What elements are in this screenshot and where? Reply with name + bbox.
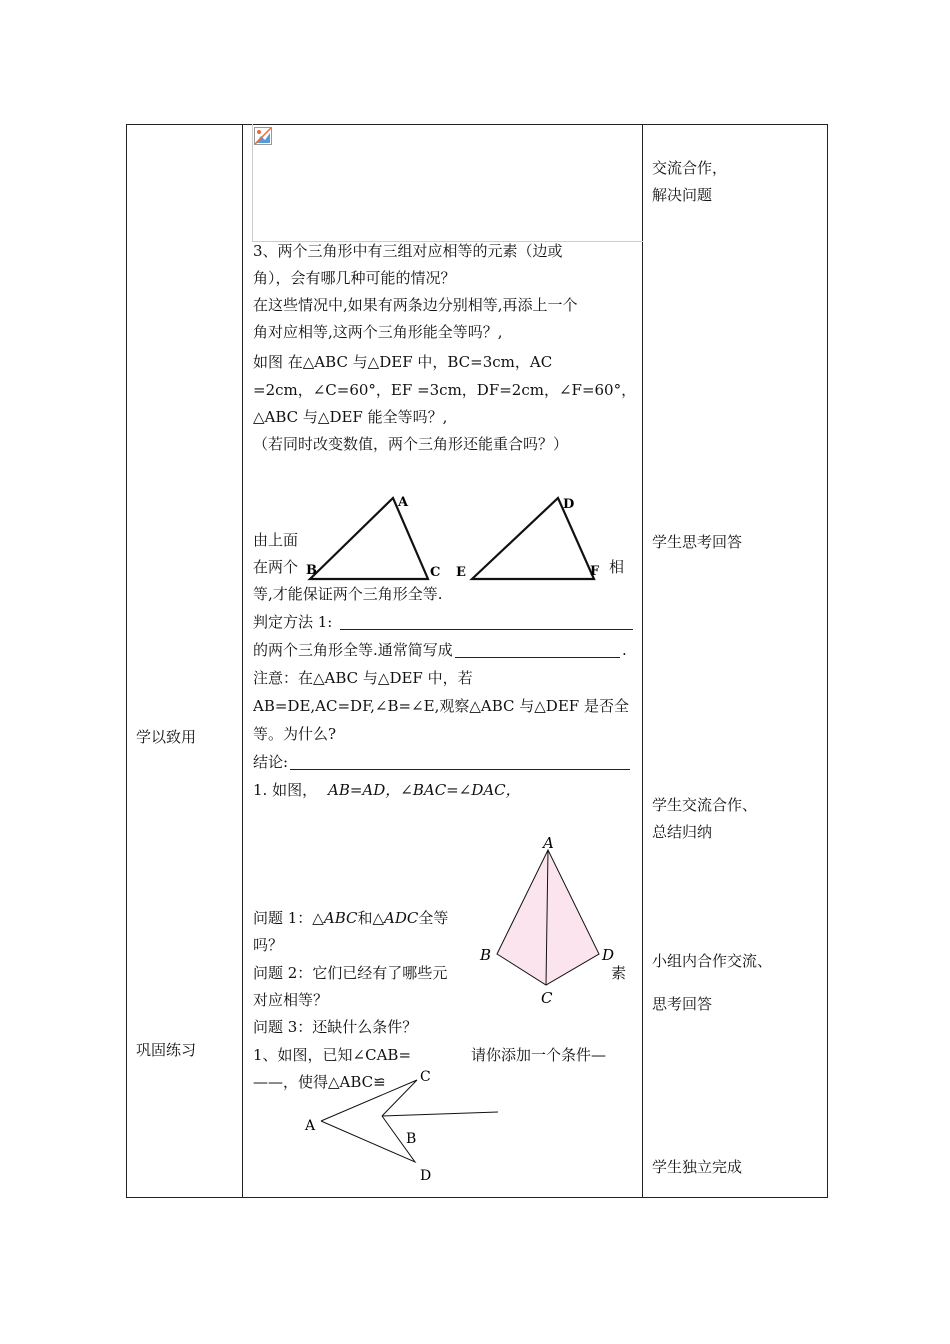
text-fragment-2-end: 相	[609, 558, 625, 576]
kite-label-c: C	[541, 989, 553, 1007]
angle-label-b: B	[406, 1131, 417, 1147]
method-blank	[340, 629, 633, 630]
question-3: 问题 3：还缺什么条件？	[253, 1018, 418, 1036]
q3-line-1: 3、两个三角形中有三组对应相等的元素（边或	[253, 242, 563, 260]
activity-note-3b: 总结归纳	[652, 823, 713, 841]
column-divider-1	[242, 124, 243, 1198]
kite-label-b: B	[480, 946, 492, 964]
vertex-c-label: C	[430, 565, 441, 580]
vertex-f-label: F	[590, 564, 600, 579]
question-1	[253, 908, 448, 928]
exercise-2-line-1-end: 请你添加一个条件—	[471, 1046, 607, 1064]
vertex-d-label: D	[563, 497, 575, 512]
activity-note-1b: 解决问题	[652, 186, 713, 204]
note-line-2: AB=DE,AC=DF,∠B=∠E,观察△ABC 与△DEF 是否全	[253, 697, 629, 715]
triangle-def	[472, 498, 594, 579]
note-line-1: 注意：在△ABC 与△DEF 中，若	[253, 669, 473, 687]
kite-label-a: A	[543, 834, 554, 852]
q3-line-6: =2cm，∠C=60°，EF =3cm，DF=2cm，∠F=60°，	[253, 381, 637, 399]
image-placeholder	[252, 124, 643, 242]
broken-image-icon	[254, 127, 272, 145]
triangle-abc	[310, 498, 428, 579]
question-1-part-c: 全等	[418, 909, 449, 927]
exercise-2-line-1: 1、如图，已知∠CAB=	[253, 1046, 412, 1064]
section-label-practice: 巩固练习	[136, 1041, 197, 1059]
method-line-2-end: .	[622, 641, 627, 659]
activity-note-2: 学生思考回答	[652, 533, 743, 551]
activity-note-4a: 小组内合作交流、	[652, 952, 773, 970]
kite-label-d: D	[602, 946, 615, 964]
abbreviation-blank	[455, 657, 620, 658]
lesson-table	[126, 124, 828, 1198]
angle-label-c: C	[420, 1069, 431, 1085]
text-fragment-1: 由上面	[253, 531, 299, 549]
question-1-abc: ABC	[323, 909, 358, 927]
q3-line-7: △ABC 与△DEF 能全等吗？,	[253, 408, 448, 426]
method-label: 判定方法 1:	[253, 613, 333, 631]
question-1-adc: ADC	[384, 909, 419, 927]
exercise-2-line-2: ——，使得△ABC≌	[253, 1073, 386, 1091]
vertex-e-label: E	[456, 565, 466, 580]
question-1-part-a: 问题 1：△	[253, 909, 324, 927]
question-2-line-2: 对应相等？	[253, 991, 329, 1009]
conclusion-label: 结论:	[253, 753, 289, 771]
exercise-1-condition: AB=AD，∠BAC=∠DAC，	[328, 781, 521, 799]
activity-note-1a: 交流合作，	[652, 159, 728, 177]
text-fragment-2: 在两个	[253, 558, 299, 576]
angle-label-a: A	[305, 1118, 316, 1134]
vertex-a-label: A	[398, 495, 409, 510]
exercise-1-number: 1. 如图，	[253, 781, 318, 799]
q3-line-8: （若同时改变数值，两个三角形还能重合吗？）	[253, 435, 569, 453]
question-2: 问题 2：它们已经有了哪些元	[253, 964, 448, 982]
angle-extension-ray	[382, 1112, 498, 1116]
text-fragment-3: 等,才能保证两个三角形全等.	[253, 585, 443, 603]
activity-note-5: 学生独立完成	[652, 1158, 743, 1176]
kite-figure	[478, 834, 628, 1009]
angle-figure	[300, 1066, 510, 1190]
angle-lower-branch	[321, 1116, 415, 1162]
note-line-3: 等。为什么?	[253, 725, 337, 743]
section-label-apply: 学以致用	[136, 728, 197, 746]
conclusion-blank	[290, 769, 630, 770]
question-2-end: 素	[611, 964, 627, 982]
question-1-end: 吗？	[253, 936, 284, 954]
vertex-b-label: B	[306, 563, 317, 578]
angle-label-d: D	[420, 1168, 432, 1184]
activity-note-3a: 学生交流合作、	[652, 796, 758, 814]
q3-line-3: 在这些情况中,如果有两条边分别相等,再添上一个	[253, 296, 578, 314]
method-line-2: 的两个三角形全等.通常简写成	[253, 641, 453, 659]
q3-line-4: 角对应相等,这两个三角形能全等吗？,	[253, 323, 503, 341]
question-1-part-b: 和△	[357, 909, 385, 927]
triangles-figure	[300, 488, 630, 588]
q3-line-2: 角），会有哪几种可能的情况？	[253, 269, 456, 287]
q3-line-5: 如图 在△ABC 与△DEF 中，BC=3cm，AC	[253, 353, 553, 371]
column-divider-2	[642, 124, 643, 1198]
activity-note-4b: 思考回答	[652, 995, 713, 1013]
